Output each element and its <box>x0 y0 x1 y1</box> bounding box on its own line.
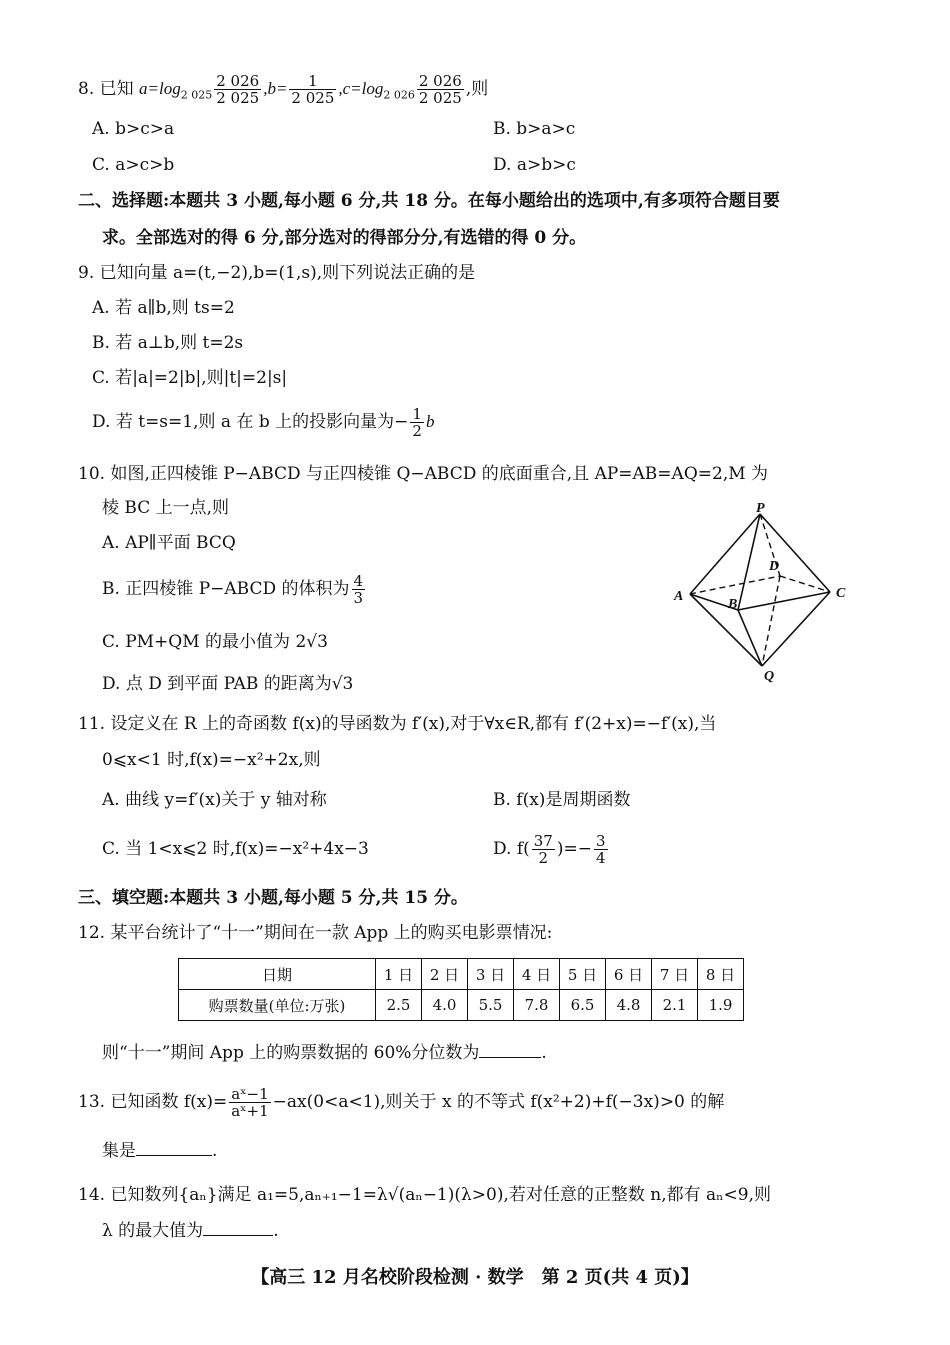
edge-pb <box>738 514 760 610</box>
table-cell: 7 日 <box>652 959 698 990</box>
table-cell: 6 日 <box>606 959 652 990</box>
answer-blank[interactable] <box>479 1057 541 1058</box>
table-cell: 8 日 <box>698 959 744 990</box>
table-cell: 5.5 <box>468 990 514 1021</box>
q11-option-a: A. 曲线 y=f′(x)关于 y 轴对称 <box>102 790 327 810</box>
table-cell: 1.9 <box>698 990 744 1021</box>
label-q: Q <box>764 669 775 684</box>
q14-stem: 14. 已知数列{aₙ}满足 a₁=5,aₙ₊₁−1=λ√(aₙ−1)(λ>0),若对任意的正整数 n,都有 aₙ<9,则 <box>78 1185 771 1205</box>
q11-option-d: D. f( $\frac{37}{2}$ )=− $\frac{3}{4}$ <box>493 832 606 867</box>
section3-heading: 三、填空题:本题共 3 小题,每小题 5 分,共 15 分。 <box>78 888 468 908</box>
q13-stem-cont: 集是 . <box>102 1141 218 1161</box>
section2-heading-cont: 求。全部选对的得 6 分,部分选对的得部分分,有选错的得 0 分。 <box>102 228 587 248</box>
table-header-date: 日期 <box>179 959 376 990</box>
q9-option-d: D. 若 t=s=1,则 a 在 b 上的投影向量为− $\frac{1}{2}$ b <box>92 405 435 440</box>
table-row <box>179 959 744 990</box>
table-cell: 4.8 <box>606 990 652 1021</box>
q9-option-b: B. 若 a⊥b,则 t=2s <box>92 333 244 353</box>
q8-option-b: B. b>a>c <box>493 119 576 139</box>
table-row <box>179 990 744 1021</box>
q11-stem-cont: 0⩽x<1 时,f(x)=−x²+2x,则 <box>102 750 321 770</box>
q11-stem: 11. 设定义在 R 上的奇函数 f(x)的导函数为 f′(x),对于∀x∈R,都有 f′(2+x)=−f′(x),当 <box>78 714 717 734</box>
q12-ask: 则“十一”期间 App 上的购票数据的 60%分位数为 . <box>102 1043 547 1063</box>
label-a: A <box>674 589 684 604</box>
answer-blank[interactable] <box>203 1235 273 1236</box>
q10-option-d: D. 点 D 到平面 PAB 的距离为√3 <box>102 674 354 694</box>
table-cell: 2.1 <box>652 990 698 1021</box>
table-cell: 1 日 <box>376 959 422 990</box>
ticket-table <box>178 958 744 1021</box>
q9-stem: 9. 已知向量 a=(t,−2),b=(1,s),则下列说法正确的是 <box>78 263 476 283</box>
answer-blank[interactable] <box>136 1155 212 1156</box>
label-c: C <box>836 586 846 601</box>
q11-option-b: B. f(x)是周期函数 <box>493 790 631 810</box>
q10-stem: 10. 如图,正四棱锥 P−ABCD 与正四棱锥 Q−ABCD 的底面重合,且 AP=AB=AQ=2,M 为 <box>78 464 769 484</box>
q12-stem: 12. 某平台统计了“十一”期间在一款 App 上的购买电影票情况: <box>78 923 553 943</box>
q10-option-c: C. PM+QM 的最小值为 2√3 <box>102 632 328 652</box>
q9-option-c: C. 若|a|=2|b|,则|t|=2|s| <box>92 368 288 388</box>
table-cell: 2.5 <box>376 990 422 1021</box>
q8-option-c: C. a>c>b <box>92 155 175 175</box>
label-p: P <box>756 501 765 516</box>
q10-stem-cont: 棱 BC 上一点,则 <box>102 498 230 518</box>
q8-stem: 8. 已知 $a=\log_{2 025}$ $\frac{2 026}{2 025}$ ,b= $\frac{1}{2 025}$ $,c=\log_{2 026}$ $\frac{2 026}{2 025}$ ,则 <box>78 72 489 107</box>
table-cell: 5 日 <box>560 959 606 990</box>
table-cell: 3 日 <box>468 959 514 990</box>
label-d: D <box>769 559 780 574</box>
q8-option-a: A. b>c>a <box>92 119 175 139</box>
q11-option-c: C. 当 1<x⩽2 时,f(x)=−x²+4x−3 <box>102 839 369 859</box>
edge-dq-hidden <box>762 576 780 666</box>
edge-bq <box>738 610 762 666</box>
table-cell: 7.8 <box>514 990 560 1021</box>
table-cell: 4.0 <box>422 990 468 1021</box>
table-cell: 2 日 <box>422 959 468 990</box>
q10-option-a: A. AP∥平面 BCQ <box>102 533 236 553</box>
table-header-quantity: 购票数量(单位:万张) <box>179 990 376 1021</box>
q8-option-d: D. a>b>c <box>493 155 576 175</box>
q9-option-a: A. 若 a∥b,则 ts=2 <box>92 298 235 318</box>
edge-aq <box>690 594 762 666</box>
table-cell: 6.5 <box>560 990 606 1021</box>
section2-heading: 二、选择题:本题共 3 小题,每小题 6 分,共 18 分。在每小题给出的选项中,有多项符合题目要 <box>78 191 780 211</box>
label-b: B <box>728 597 738 612</box>
table-cell: 4 日 <box>514 959 560 990</box>
page-footer: 【高三 12 月名校阶段检测 · 数学 第 2 页(共 4 页)】 <box>251 1267 699 1288</box>
octahedron-figure <box>668 500 854 685</box>
q14-stem-cont: λ 的最大值为 . <box>102 1221 279 1241</box>
q13-stem: 13. 已知函数 f(x)= $\frac{\text{aˣ−1}}{\text{aˣ+1}}$ −ax(0<a<1),则关于 x 的不等式 f(x²+2)+f(−3x)>0 的解 <box>78 1085 725 1120</box>
q10-option-b: B. 正四棱锥 P−ABCD 的体积为 $\frac{4}{3}$ <box>102 572 364 607</box>
